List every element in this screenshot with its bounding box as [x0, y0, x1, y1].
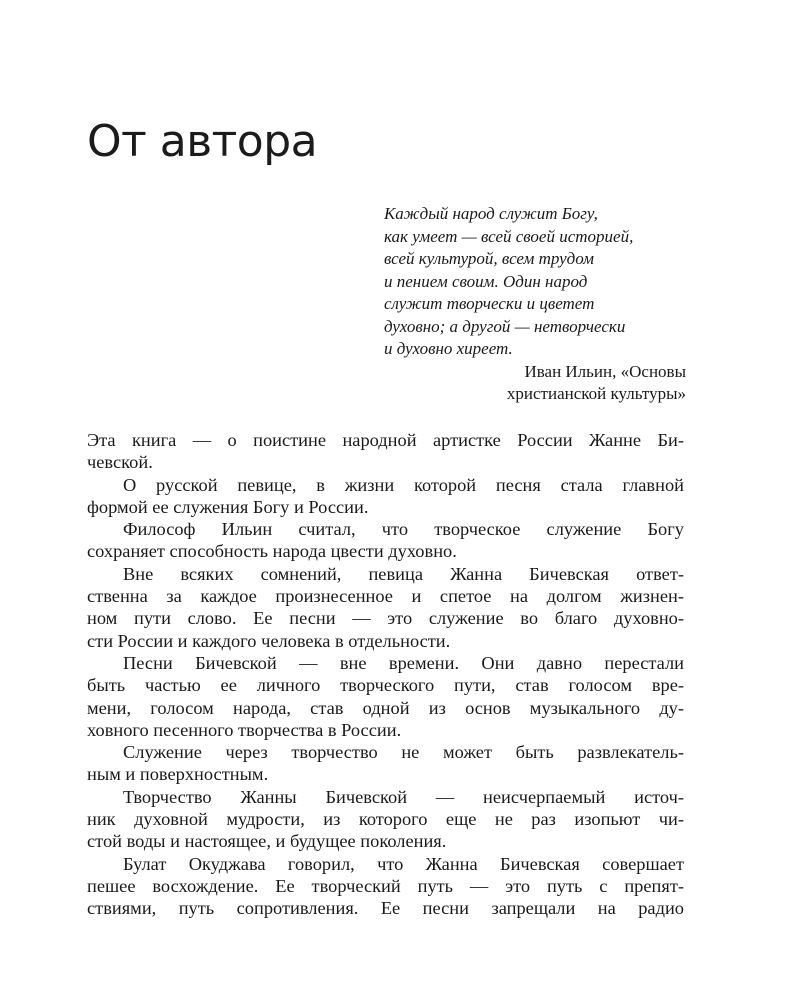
epigraph-attribution: христианской культуры»	[506, 384, 686, 403]
chapter-title: От автора	[87, 116, 318, 167]
epigraph-line: как умеет — всей своей историей,	[384, 226, 634, 246]
text-line: Вне всяких сомнений, певица Жанна Бичевская ответ-	[123, 563, 684, 584]
text-line: мени, голосом народа, став одной из основ музыкального ду-	[87, 697, 684, 718]
epigraph	[384, 203, 686, 406]
text-line: чевской.	[87, 452, 153, 473]
text-line: пешее восхождение. Ее творческий путь — это путь с препят-	[87, 875, 684, 896]
text-line: ном пути слово. Ее песни — это служение во благо духовно-	[87, 608, 684, 629]
epigraph-line: всей культурой, всем трудом	[384, 249, 594, 268]
epigraph-line: и пением своим. Один народ	[384, 271, 588, 291]
text-line: ник духовной мудрости, из которого еще не раз изопьют чи-	[87, 809, 684, 830]
text-line: сти России и каждого человека в отдельности.	[87, 630, 451, 651]
text-line: Философ Ильин считал, что творческое служение Богу	[123, 519, 684, 540]
text-line: Песни Бичевской — вне времени. Они давно перестали	[123, 652, 684, 673]
text-line: стой воды и настоящее, и будущее поколения.	[87, 831, 447, 852]
epigraph-line: Каждый народ служит Богу,	[384, 204, 598, 223]
text-line: ственна за каждое произнесенное и спетое на долгом жизнен-	[87, 586, 684, 607]
epigraph-line: и духовно хиреет.	[384, 339, 513, 358]
epigraph-attribution: Иван Ильин, «Основы	[524, 361, 686, 381]
text-line: ствиями, путь сопротивления. Ее песни запрещали на радио	[87, 898, 684, 919]
text-line: ным и поверхностным.	[87, 764, 269, 785]
text-line: сохраняет способность народа цвести духовно.	[87, 541, 457, 562]
body-text	[87, 429, 684, 920]
epigraph-line: служит творчески и цветет	[384, 294, 595, 313]
text-line: формой ее служения Богу и России.	[87, 496, 369, 517]
epigraph-line: духовно; а другой — нетворчески	[384, 316, 626, 336]
text-line: Булат Окуджава говорил, что Жанна Бичевская совершает	[123, 853, 684, 874]
text-line: Эта книга — о поистине народной артистке России Жанне Би-	[87, 430, 684, 450]
text-line: ховного песенного творчества в России.	[87, 719, 402, 740]
text-line: Служение через творчество не может быть развлекатель-	[123, 742, 684, 763]
text-line: Творчество Жанны Бичевской — неисчерпаемый источ-	[123, 786, 684, 807]
text-line: О русской певице, в жизни которой песня стала главной	[123, 474, 684, 495]
text-line: быть частью ее личного творческого пути, став голосом вре-	[87, 675, 684, 696]
